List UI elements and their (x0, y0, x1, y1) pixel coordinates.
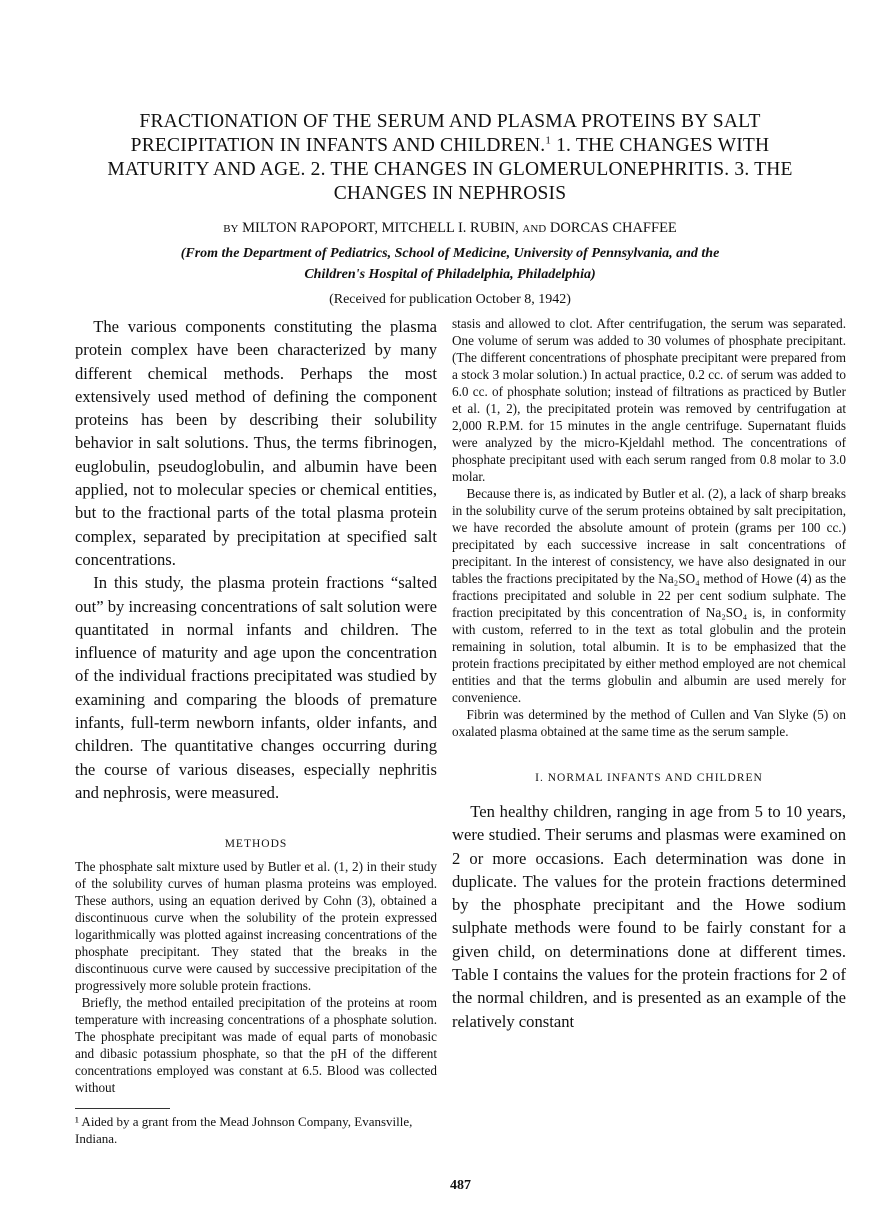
received-date: (Received for publication October 8, 1942) (329, 292, 571, 307)
methods-paragraph: Because there is, as indicated by Butler et al. (2), a lack of sharp breaks in the solubility curve of the serum proteins obtained by salt precipitation, we have recorded the absolute amount of protein (grams per 100 cc.) precipitated by each successive increase in salt concentrations of precipitant. In the interest of consistency, we have also designated in our tables the fractions precipitated by the Na₂SO₄ method of Howe (4) as the fractions precipitated and soluble in 22 per cent sodium sulphate. The fraction precipitated by this concentration of Na₂SO₄ is, in conformity with custom, referred to in the text as total globulin and the protein remaining in solution, total albumin. It is to be emphasized that the protein fractions precipitated by either method employed are not chemical entities and that the terms globulin and albumin are used merely for convenience. (452, 486, 846, 705)
introduction (75, 315, 437, 804)
author-name: DORCAS CHAFFEE (549, 220, 677, 236)
right-column (452, 315, 846, 1033)
footnote-rule (75, 1108, 170, 1109)
section-heading: I. NORMAL INFANTS AND CHILDREN (535, 772, 763, 784)
methods-text (75, 858, 437, 1096)
and-label: AND (522, 223, 547, 235)
footnote-mark: 1 (545, 134, 552, 147)
methods-paragraph: stasis and allowed to clot. After centrifugation, the serum was separated. One volume of serum was added to 30 volumes of phosphate precipitant. (The different concentrations of phosphate precipitant were prepared from a stock 3 molar solution.) In actual practice, 0.2 cc. of serum was added to 6.0 cc. of phosphate solution; instead of filtrations as practiced by Butler et al. (1, 2), the precipitated protein was removed by centrifugation at 2,000 R.P.M. for 15 minutes in the angle centrifuge. Supernatant fluids were analyzed by the micro-Kjeldahl method. The concentrations of phosphate precipitant used with each serum ranged from 0.8 molar to 3.0 molar. (452, 316, 846, 484)
methods-paragraph: Briefly, the method entailed precipitation of the proteins at room temperature with increasing concentrations of a phosphate solution. The phosphate precipitant was made of equal parts of monobasic and dibasic potassium phosphate, so that the pH of the different concentrations employed was constant at 6.5. Blood was collected without (75, 995, 437, 1096)
affiliation: (From the Department of Pediatrics, School of Medicine, University of Pennsylvania, and the Children's Hospital of Philadelphia, Philadelphia) (180, 246, 720, 282)
footnote: ¹ Aided by a grant from the Mead Johnson Company, Evansville, Indiana. (75, 1114, 413, 1147)
intro-paragraph: In this study, the plasma protein fractions “salted out” by increasing concentrations of salt solution were quantitated in normal infants and children. The influence of maturity and age upon the concentration of the individual fractions precipitated was studied by examining and comparing the bloods of premature infants, full-term newborn infants, older infants, and children. The quantitative changes occurring during the course of various diseases, especially nephritis and nephrosis, were measured. (75, 573, 437, 802)
section-paragraph: Ten healthy children, ranging in age from 5 to 10 years, were studied. Their serums and plasmas were examined on 2 or more occasions. Each determination was done in duplicate. The values for the protein fractions determined by the phosphate precipitant and the Howe sodium sulphate methods were found to be fairly constant for a given child, on determinations done at different times. Table I contains the values for the protein fractions for 2 of the normal children, and is presented as an example of the relatively constant (452, 802, 846, 1031)
intro-paragraph: The various components constituting the plasma protein complex have been characterized by many different chemical methods. Perhaps the most extensively used method of defining the component proteins has been by describing their solubility behavior in salt solutions. Thus, the terms fibrinogen, euglobulin, pseudoglobulin, and albumin have been applied, not to molecular species or chemical entities, but to the fractional parts of the total plasma protein complex, separated by precipitation at specified salt concentrations. (75, 317, 437, 569)
by-label: BY (223, 223, 239, 235)
authors (100, 218, 800, 239)
page-number: 487 (450, 1178, 471, 1194)
methods-continued (452, 315, 846, 740)
title-subtitle: 1. THE CHANGES WITH MATURITY AND AGE. 2. THE CHANGES IN GLOMERULONEPHRITIS. 3. THE CHANGES IN NEPHROSIS (107, 135, 793, 204)
two-column-body (75, 315, 846, 1147)
section-text (452, 800, 846, 1033)
title-text: FRACTIONATION OF THE SERUM AND PLASMA PROTEINS BY SALT PRECIPITATION IN INFANTS AND CHILDREN. (130, 111, 761, 156)
author-names: MILTON RAPOPORT, MITCHELL I. RUBIN, (242, 220, 519, 236)
article-title (100, 110, 800, 206)
methods-heading: METHODS (224, 838, 288, 851)
methods-paragraph: The phosphate salt mixture used by Butler et al. (1, 2) in their study of the solubility curves of human plasma proteins was employed. These authors, using an equation derived by Cohn (3), obtained a discontinuous curve when the solubility of the protein expressed logarithmically was plotted against increasing concentrations of the phosphate precipitant. They stated that the breaks in the discontinuous curve were caused by successive precipitation of the progressively more soluble protein fractions. (75, 859, 437, 994)
left-column (75, 315, 437, 1147)
methods-paragraph: Fibrin was determined by the method of Cullen and Van Slyke (5) on oxalated plasma obtained at the same time as the serum sample. (452, 707, 846, 739)
